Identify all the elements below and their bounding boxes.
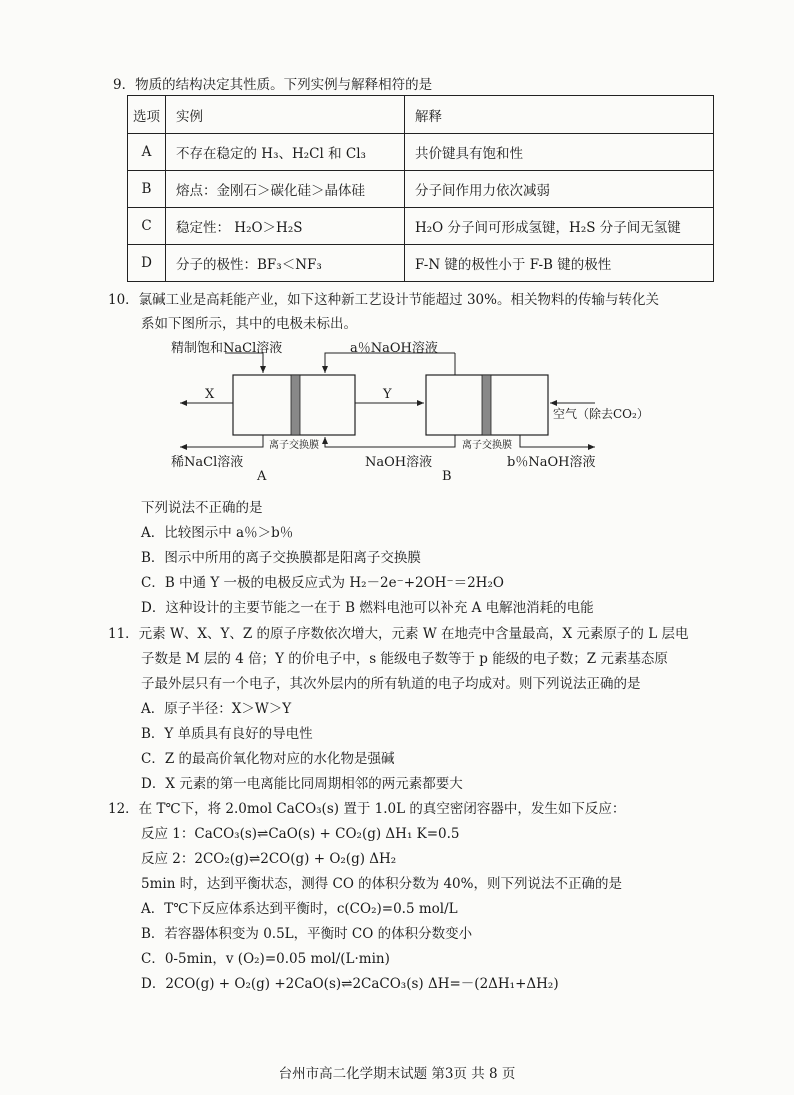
q10-option-d: D．这种设计的主要节能之一在于 B 燃料电池可以补充 A 电解池消耗的电能 (141, 600, 594, 616)
label-saturated-nacl: 精制饱和NaCl溶液 (171, 341, 283, 356)
q9-option-label: B (128, 171, 166, 208)
q9-table (127, 95, 714, 282)
q12-stem: 12．在 T℃下，将 2.0mol CaCO₃(s) 置于 1.0L 的真空密闭容器中，发生如下反应： (108, 801, 626, 817)
q9-example: 不存在稳定的 H₃、H₂Cl 和 Cl₃ (166, 134, 405, 171)
q9-explanation: 分子间作用力依次减弱 (405, 171, 714, 208)
table-row (128, 134, 714, 171)
q12-option-a: A．T℃下反应体系达到平衡时，c(CO₂)=0.5 mol/L (141, 901, 458, 917)
q9-explanation: 共价键具有饱和性 (405, 134, 714, 171)
q9-example: 熔点：金刚石＞碳化硅＞晶体硅 (166, 171, 405, 208)
q9-header-option: 选项 (128, 96, 166, 134)
table-row (128, 245, 714, 282)
q12-option-b: B．若容器体积变为 0.5L，平衡时 CO 的体积分数变小 (141, 926, 473, 942)
label-membrane-b: 离子交换膜 (462, 440, 512, 451)
q12-option-c: C．0-5min，v (O₂)=0.05 mol/(L·min) (141, 951, 390, 967)
q12-reaction1: 反应 1：CaCO₃(s)⇌CaO(s) + CO₂(g) ΔH₁ K=0.5 (141, 826, 460, 842)
label-x: X (205, 387, 215, 402)
table-row (128, 171, 714, 208)
label-dilute-nacl: 稀NaCl溶液 (171, 455, 244, 470)
q9-explanation: F-N 键的极性小于 F-B 键的极性 (405, 245, 714, 282)
q10-stem-line2: 系如下图所示，其中的电极未标出。 (141, 316, 357, 332)
q11-option-c: C．Z 的最高价氧化物对应的水化物是强碱 (141, 751, 395, 767)
q11-option-a: A．原子半径：X＞W＞Y (141, 701, 292, 717)
q12-condition: 5min 时，达到平衡状态，测得 CO 的体积分数为 40%，则下列说法不正确的是 (141, 876, 622, 892)
q9-option-label: D (128, 245, 166, 282)
q11-option-b: B．Y 单质具有良好的导电性 (141, 726, 313, 742)
q10-ask: 下列说法不正确的是 (141, 500, 263, 516)
q9-option-label: C (128, 208, 166, 245)
electrolysis-diagram (165, 335, 649, 485)
page-footer: 台州市高二化学期末试题 第3页 共 8 页 (278, 1066, 516, 1082)
q9-header-example: 实例 (166, 96, 405, 134)
q9-option-label: A (128, 134, 166, 171)
q9-explanation: H₂O 分子间可形成氢键，H₂S 分子间无氢键 (405, 208, 714, 245)
q10-option-a: A．比较图示中 a％＞b％ (141, 525, 294, 541)
label-a-percent-naoh: a％NaOH溶液 (350, 341, 438, 356)
q10-option-c: C．B 中通 Y 一极的电极反应式为 H₂－2e⁻+2OH⁻＝2H₂O (141, 575, 504, 591)
q11-option-d: D．X 元素的第一电离能比同周期相邻的两元素都要大 (141, 776, 463, 792)
q9-example: 稳定性： H₂O＞H₂S (166, 208, 405, 245)
q9-example: 分子的极性：BF₃＜NF₃ (166, 245, 405, 282)
q9-stem: 9．物质的结构决定其性质。下列实例与解释相符的是 (113, 77, 433, 93)
label-b-percent-naoh: b％NaOH溶液 (507, 455, 596, 470)
label-naoh: NaOH溶液 (365, 455, 433, 470)
label-y: Y (383, 387, 392, 402)
table-row (128, 208, 714, 245)
q12-reaction2: 反应 2：2CO₂(g)⇌2CO(g) + O₂(g) ΔH₂ (141, 851, 397, 867)
q10-stem-line1: 10．氯碱工业是高耗能产业，如下这种新工艺设计节能超过 30%。相关物料的传输与转化关 (108, 292, 659, 308)
q11-stem-line2: 子数是 M 层的 4 倍；Y 的价电子中，s 能级电子数等于 p 能级的电子数；Z 元素基态原 (141, 651, 668, 667)
q11-stem-line3: 子最外层只有一个电子，其次外层内的所有轨道的电子均成对。则下列说法正确的是 (141, 676, 641, 692)
q10-option-b: B．图示中所用的离子交换膜都是阳离子交换膜 (141, 550, 421, 566)
q11-stem-line1: 11．元素 W、X、Y、Z 的原子序数依次增大，元素 W 在地壳中含量最高，X 元素原子的 L 层电 (108, 626, 689, 642)
label-cell-a: A (257, 469, 267, 484)
q9-header-row (128, 96, 714, 134)
label-membrane-a: 离子交换膜 (269, 440, 319, 451)
q9-header-explanation: 解释 (405, 96, 714, 134)
label-air: 空气（除去CO₂） (553, 407, 649, 421)
label-cell-b: B (442, 469, 452, 484)
q12-option-d: D．2CO(g) + O₂(g) +2CaO(s)⇌2CaCO₃(s) ΔH=－(2ΔH₁+ΔH₂) (141, 976, 559, 992)
